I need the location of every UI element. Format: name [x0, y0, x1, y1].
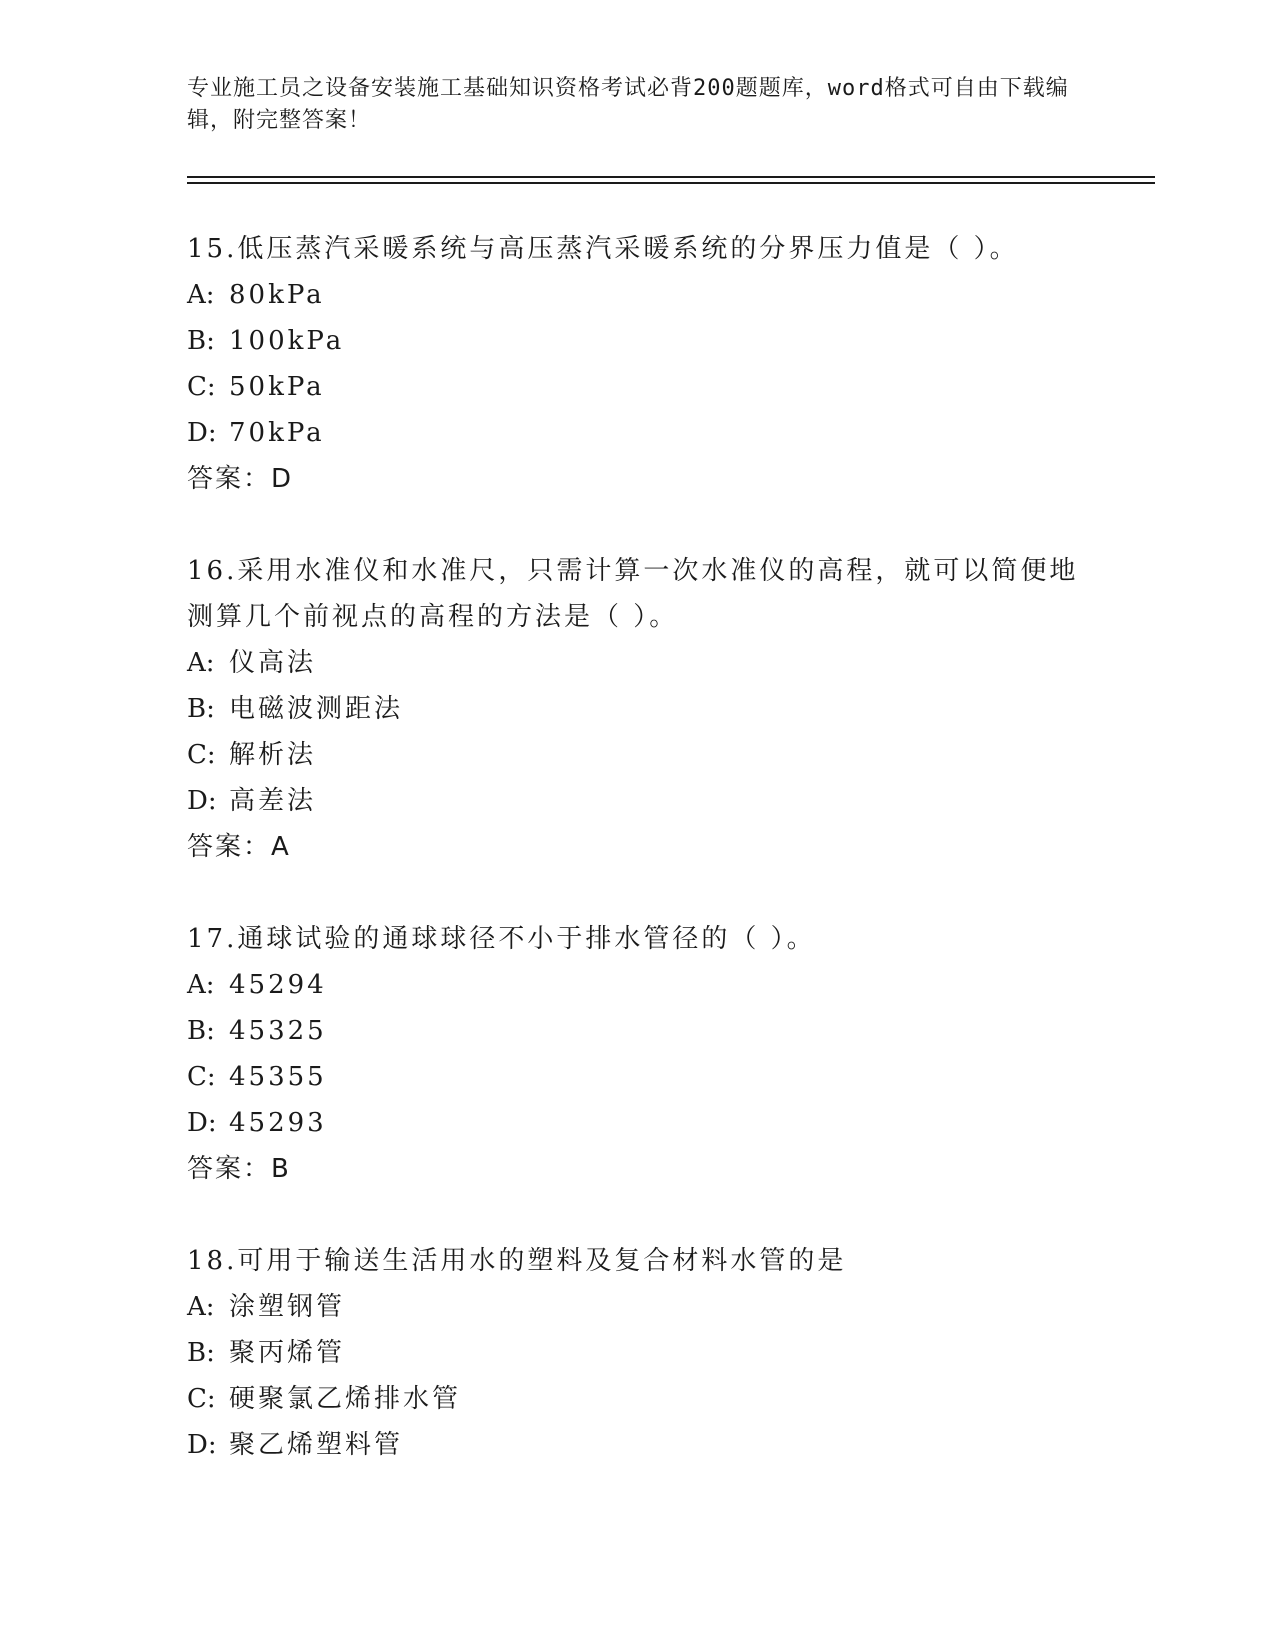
option-text: 涂塑钢管: [229, 1292, 346, 1322]
option-text: 硬聚氯乙烯排水管: [229, 1384, 462, 1414]
option-letter: C:: [187, 372, 216, 402]
option-letter: A:: [187, 1292, 215, 1322]
option-text: 聚乙烯塑料管: [229, 1430, 404, 1460]
option-letter: C:: [187, 1062, 216, 1092]
option-b: [187, 1330, 1087, 1376]
option-letter: D:: [187, 1430, 217, 1460]
option-letter: D:: [187, 418, 217, 448]
question-17: [187, 916, 1087, 1192]
option-text: 仪高法: [229, 648, 317, 678]
option-d: [187, 778, 1087, 824]
option-letter: A:: [187, 648, 215, 678]
answer-label: 答案：D: [187, 464, 294, 494]
option-a: [187, 272, 1087, 318]
option-text: 50kPa: [229, 372, 325, 402]
question-stem: 17.通球试验的通球球径不小于排水管径的（ ）。: [187, 924, 816, 954]
answer-label: 答案：B: [187, 1154, 291, 1184]
option-letter: A:: [187, 970, 215, 1000]
document-header: 专业施工员之设备安装施工基础知识资格考试必背200题题库，word格式可自由下载编辑，附完整答案！: [187, 76, 1069, 133]
option-a: [187, 962, 1087, 1008]
option-letter: D:: [187, 786, 217, 816]
option-letter: B:: [187, 1338, 215, 1368]
option-d: [187, 1422, 1087, 1468]
question-stem: 16.采用水准仪和水准尺，只需计算一次水准仪的高程，就可以简便地测算几个前视点的高程的方法是（ ）。: [187, 556, 1079, 632]
option-a: [187, 1284, 1087, 1330]
option-text: 45294: [229, 970, 327, 1000]
question-stem: 15.低压蒸汽采暖系统与高压蒸汽采暖系统的分界压力值是（ ）。: [187, 234, 1019, 264]
option-text: 45355: [229, 1062, 327, 1092]
option-b: [187, 1008, 1087, 1054]
option-text: 80kPa: [229, 280, 325, 310]
question-16: [187, 548, 1087, 870]
answer-label: 答案：A: [187, 832, 291, 862]
option-letter: C:: [187, 740, 216, 770]
option-text: 解析法: [229, 740, 317, 770]
question-stem: 18.可用于输送生活用水的塑料及复合材料水管的是: [187, 1246, 847, 1276]
option-letter: B:: [187, 1016, 215, 1046]
question-18: [187, 1238, 1087, 1468]
option-text: 高差法: [229, 786, 317, 816]
option-c: [187, 364, 1087, 410]
option-text: 100kPa: [229, 326, 345, 356]
option-text: 70kPa: [229, 418, 325, 448]
option-c: [187, 732, 1087, 778]
option-b: [187, 318, 1087, 364]
option-c: [187, 1054, 1087, 1100]
option-letter: D:: [187, 1108, 217, 1138]
option-letter: B:: [187, 326, 215, 356]
option-letter: A:: [187, 280, 215, 310]
header-divider-bottom: [187, 182, 1155, 184]
option-letter: B:: [187, 694, 215, 724]
option-c: [187, 1376, 1087, 1422]
option-a: [187, 640, 1087, 686]
option-b: [187, 686, 1087, 732]
option-d: [187, 1100, 1087, 1146]
option-text: 聚丙烯管: [229, 1338, 346, 1368]
option-letter: C:: [187, 1384, 216, 1414]
option-text: 45325: [229, 1016, 327, 1046]
option-text: 电磁波测距法: [229, 694, 404, 724]
option-text: 45293: [229, 1108, 327, 1138]
header-divider-top: [187, 176, 1155, 178]
question-15: [187, 226, 1087, 502]
option-d: [187, 410, 1087, 456]
